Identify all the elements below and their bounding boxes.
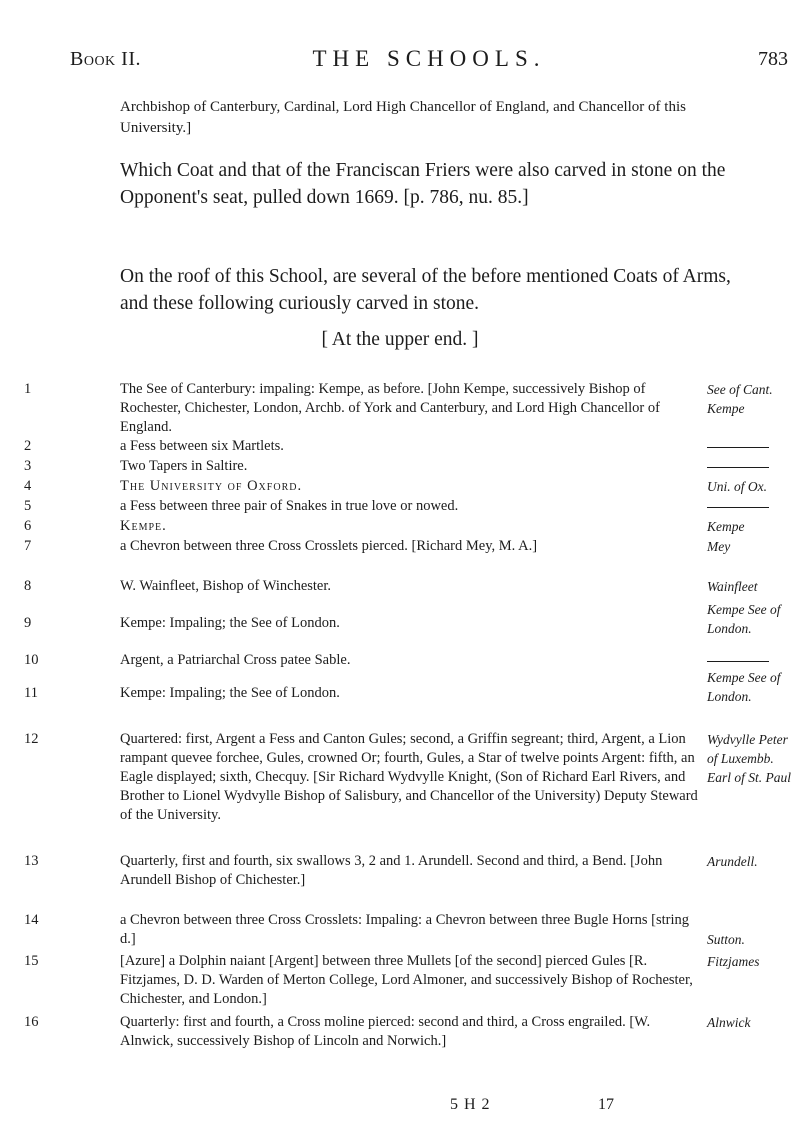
running-title: THE SCHOOLS. — [312, 46, 546, 71]
entry-text: The See of Canterbury: impaling: Kempe, as before. [John Kempe, successively Bishop of Rochester, Chichester, London, Archb. of York and Canterbury, and Lord High Chancellor of England. — [120, 381, 660, 435]
entry-number: 14 — [24, 912, 39, 928]
margin-note: Kempe — [707, 519, 745, 534]
signature-mark: 5 H 2 — [450, 1096, 491, 1113]
entry-text: W. Wainfleet, Bishop of Winchester. — [120, 578, 332, 594]
catchword: 17 — [598, 1096, 614, 1113]
margin-note: Uni. of Ox. — [707, 479, 767, 494]
entry-text: a Fess between three pair of Snakes in true love or nowed. — [120, 498, 459, 514]
entry-text: Argent, a Patriarchal Cross patee Sable. — [120, 652, 351, 668]
entry-number: 2 — [24, 438, 32, 454]
heading-roof: On the roof of this School, are several of the before mentioned Coats of Arms, and these following curiously carved in stone. — [120, 266, 731, 314]
margin-note: Alnwick — [707, 1015, 751, 1030]
entry-number: 1 — [24, 381, 32, 397]
section-subheading: [ At the upper end. ] — [321, 329, 479, 350]
running-head — [70, 46, 788, 82]
heading-franciscan: Which Coat and that of the Franciscan Friers were also carved in stone on the Opponent's seat, pulled down 1669. [p. 786, nu. 85.] — [120, 160, 726, 208]
entry-text: Kempe: Impaling; the See of London. — [120, 615, 340, 631]
margin-note: Wainfleet — [707, 579, 758, 594]
entry-number: 11 — [24, 685, 38, 701]
entry-text: Two Tapers in Saltire. — [120, 458, 248, 474]
margin-note: Kempe See of London. — [707, 670, 781, 704]
margin-note: Arundell. — [707, 854, 758, 869]
margin-note: Wydvylle Peter of Luxembb. Earl of St. Paul — [707, 732, 791, 785]
margin-note: Fitzjames — [707, 954, 760, 969]
entry-text: Kempe. — [120, 518, 167, 534]
entry-number: 13 — [24, 853, 39, 869]
entry-text: The University of Oxford. — [120, 478, 303, 494]
entry-text: a Chevron between three Cross Crosslets pierced. [Richard Mey, M. A.] — [120, 538, 538, 554]
page-number: 783 — [758, 48, 788, 70]
entry-number: 10 — [24, 652, 39, 668]
margin-dash — [707, 457, 797, 476]
margin-note: Kempe See of London. — [707, 602, 781, 636]
margin-dash — [707, 497, 797, 516]
entry-text: [Azure] a Dolphin naiant [Argent] between three Mullets [of the second] pierced Gules [R. Fitzjames, D. D. Warden of Merton College, Lord Almoner, and successively Bishop of Rochester, Chichester, and London.] — [120, 953, 693, 1007]
entry-text: a Chevron between three Cross Crosslets: Impaling: a Chevron between three Bugle Horns [string d.] — [120, 912, 689, 947]
entry-number: 9 — [24, 615, 32, 631]
entry-number: 16 — [24, 1014, 39, 1030]
entry-text: Quarterly, first and fourth, six swallows 3, 2 and 1. Arundell. Second and third, a Bend. [John Arundell Bishop of Chichester.] — [120, 853, 663, 888]
entry-number: 4 — [24, 478, 32, 494]
entry-text: a Fess between six Martlets. — [120, 438, 284, 454]
entry-number: 8 — [24, 578, 32, 594]
entry-number: 3 — [24, 458, 32, 474]
entry-number: 5 — [24, 498, 32, 514]
margin-note: Sutton. — [707, 932, 745, 947]
entry-text: Quarterly: first and fourth, a Cross moline pierced: second and third, a Cross engrailed. [W. Alnwick, successively Bishop of Lincoln and Norwich.] — [120, 1014, 651, 1049]
margin-dash — [707, 437, 797, 456]
entry-text: Quartered: first, Argent a Fess and Canton Gules; second, a Griffin segreant; third, Argent, a Lion rampant quevee forchee, Gules, crowned Or; fourth, Gules, a Star of twelve points Argent: fifth, an Eagle displayed; sixth, Checquy. [Sir Richard Wydvylle Knight, (Son of Richard Earl Rivers, and Brother to Lionel Wydvylle Bishop of Salisbury, and Chancellor of the University) Deputy Steward of the University. — [120, 731, 698, 823]
entry-number: 12 — [24, 731, 39, 747]
entry-number: 15 — [24, 953, 39, 969]
intro-text: Archbishop of Canterbury, Cardinal, Lord High Chancellor of England, and Chancellor of this University.] — [120, 99, 686, 136]
entry-text: Kempe: Impaling; the See of London. — [120, 685, 340, 701]
margin-note: Mey — [707, 539, 731, 554]
entry-number: 7 — [24, 538, 32, 554]
book-label: Book II. — [70, 48, 141, 70]
entry-number: 6 — [24, 518, 32, 534]
margin-note: See of Cant. Kempe — [707, 382, 773, 416]
